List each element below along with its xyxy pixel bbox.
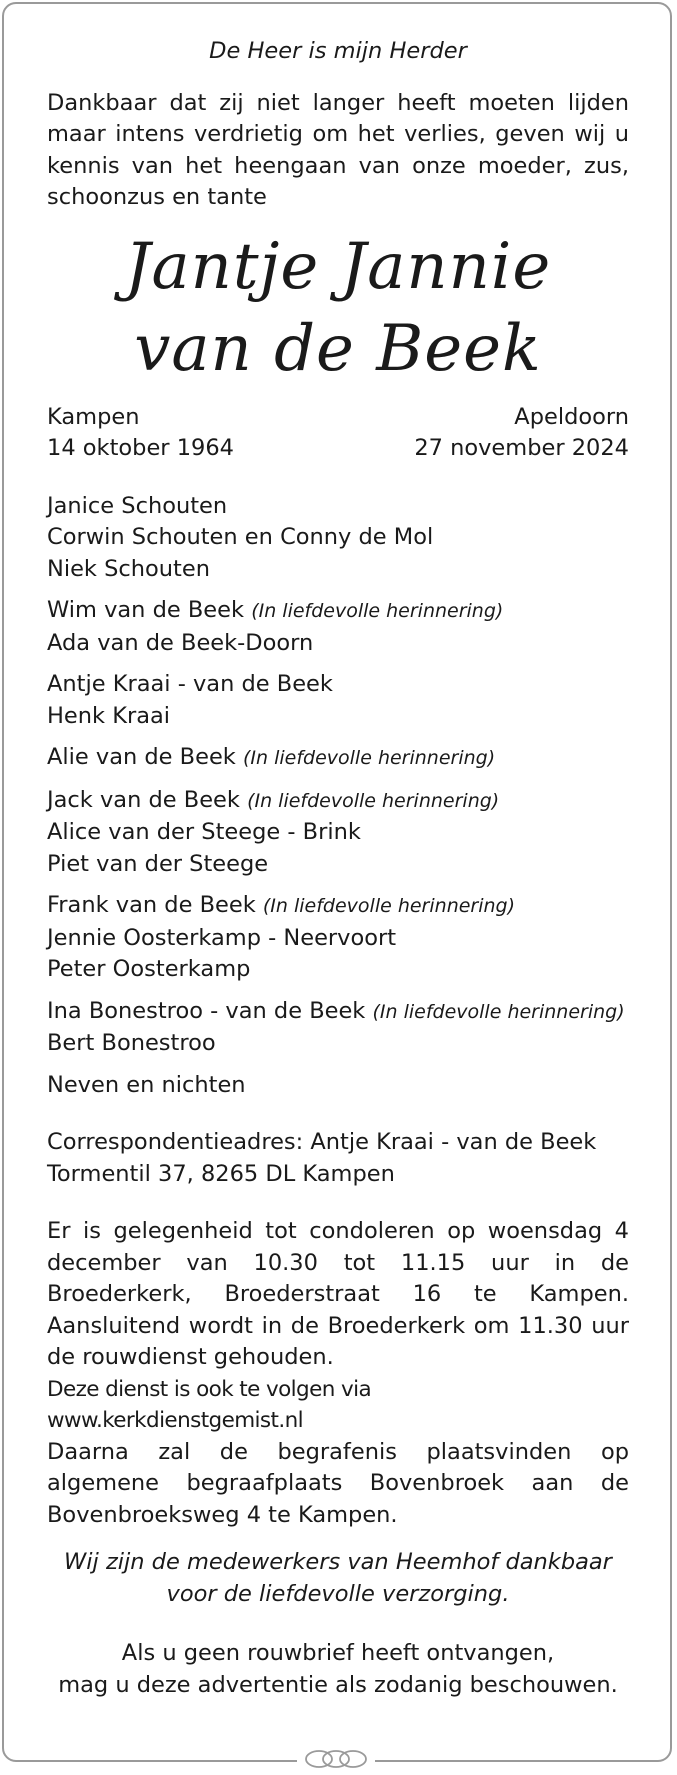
- correspondence-line1: Correspondentieadres: Antje Kraai - van de Beek: [47, 1129, 597, 1155]
- family-line: [47, 669, 629, 701]
- motto: De Heer is mijn Herder: [209, 38, 467, 64]
- family-group: [47, 742, 629, 775]
- service-text-1: Er is gelegenheid tot condoleren op woensdag 4 december van 10.30 tot 11.15 uur in de Broederkerk, Broederstraat 16 te Kampen. Aansluitend wordt in de Broederkerk om 11.30 uur de rouwdienst gehouden.: [47, 1218, 629, 1370]
- thanks-line2: voor de liefdevolle verzorging.: [166, 1580, 510, 1607]
- deceased-name: [47, 226, 629, 390]
- deceased-name-line2: van de Beek: [134, 311, 542, 386]
- family-group: [47, 669, 629, 732]
- family-member-name: Antje Kraai - van de Beek: [47, 671, 333, 697]
- family-member-name: Frank van de Beek: [47, 892, 256, 918]
- closing-line1: Als u geen rouwbrief heeft ontvangen,: [121, 1640, 555, 1666]
- closing-line2: mag u deze advertentie als zodanig beschouwen.: [58, 1671, 618, 1698]
- family-group: [47, 996, 629, 1060]
- family-group: [47, 890, 629, 986]
- family-line: [47, 491, 629, 523]
- birth-date: 14 oktober 1964: [47, 435, 234, 461]
- family-line: [47, 1028, 629, 1060]
- family-line: [47, 817, 629, 849]
- family-member-name: Corwin Schouten en Conny de Mol: [47, 524, 434, 550]
- family-group: [47, 785, 629, 881]
- family-line: [47, 522, 629, 554]
- life-dates: [47, 402, 629, 465]
- service-text-3: Daarna zal de begrafenis plaatsvinden op algemene begraafplaats Bovenbroek aan de Bovenbroeksweg 4 te Kampen.: [47, 1438, 629, 1528]
- family-member-name: Piet van der Steege: [47, 850, 269, 877]
- family-group: [47, 595, 629, 659]
- intro-text: Dankbaar dat zij niet langer heeft moeten lijden maar intens verdrietig om het verlies, geven wij u kennis van het heengaan van onze moeder, zus, schoonzus en tante: [47, 89, 629, 210]
- death-place: Apeldoorn: [514, 403, 629, 430]
- family-line: [47, 595, 629, 628]
- memorial-note: (In liefdevolle herinnering): [243, 747, 496, 769]
- family-member-name: Bert Bonestroo: [47, 1030, 216, 1056]
- death-date: 27 november 2024: [414, 435, 629, 461]
- memorial-note: (In liefdevolle herinnering): [251, 600, 504, 622]
- family-line: [47, 628, 629, 660]
- family-line: [47, 701, 629, 733]
- family-member-name: Jack van de Beek: [47, 786, 240, 813]
- memorial-note: (In liefdevolle herinnering): [247, 789, 500, 812]
- family-member-name: Peter Oosterkamp: [47, 956, 251, 982]
- birth-place: Kampen: [47, 403, 140, 430]
- family-line: [47, 954, 629, 986]
- announcement-body: [47, 36, 629, 1701]
- family-line: [47, 849, 629, 881]
- family-member-name: Ada van de Beek-Doorn: [47, 629, 314, 656]
- thanks: [47, 1547, 629, 1610]
- memorial-note: (In liefdevolle herinnering): [262, 895, 516, 917]
- service-text-2: Deze dienst is ook te volgen via www.kerkdienstgemist.nl: [47, 1376, 372, 1433]
- correspondence-line2: Tormentil 37, 8265 DL Kampen: [47, 1160, 395, 1187]
- family-line: [47, 996, 629, 1029]
- family-member-name: Wim van de Beek: [47, 597, 245, 623]
- family-group: [47, 1070, 629, 1102]
- family-line: [47, 1070, 629, 1102]
- memorial-note: (In liefdevolle herinnering): [372, 1000, 625, 1023]
- family-member-name: Jennie Oosterkamp - Neervoort: [47, 924, 397, 951]
- family-member-name: Henk Kraai: [47, 702, 171, 729]
- service-info: [47, 1216, 629, 1531]
- family-group: [47, 491, 629, 586]
- deceased-name-line1: Jantje Jannie: [124, 229, 552, 304]
- family-list: [47, 491, 629, 1102]
- family-member-name: Janice Schouten: [47, 492, 228, 519]
- family-line: [47, 890, 629, 923]
- family-member-name: Alie van de Beek: [47, 744, 236, 770]
- family-member-name: Neven en nichten: [47, 1071, 246, 1098]
- correspondence-address: [47, 1127, 629, 1190]
- family-line: [47, 742, 629, 775]
- family-line: [47, 785, 629, 818]
- family-line: [47, 923, 629, 955]
- thanks-line1: Wij zijn de medewerkers van Heemhof dankbaar: [64, 1549, 612, 1575]
- closing: [47, 1638, 629, 1701]
- family-line: [47, 554, 629, 586]
- family-member-name: Alice van der Steege - Brink: [47, 819, 361, 845]
- ornament-icon: [297, 1747, 375, 1771]
- family-member-name: Niek Schouten: [47, 555, 210, 582]
- family-member-name: Ina Bonestroo - van de Beek: [47, 997, 366, 1024]
